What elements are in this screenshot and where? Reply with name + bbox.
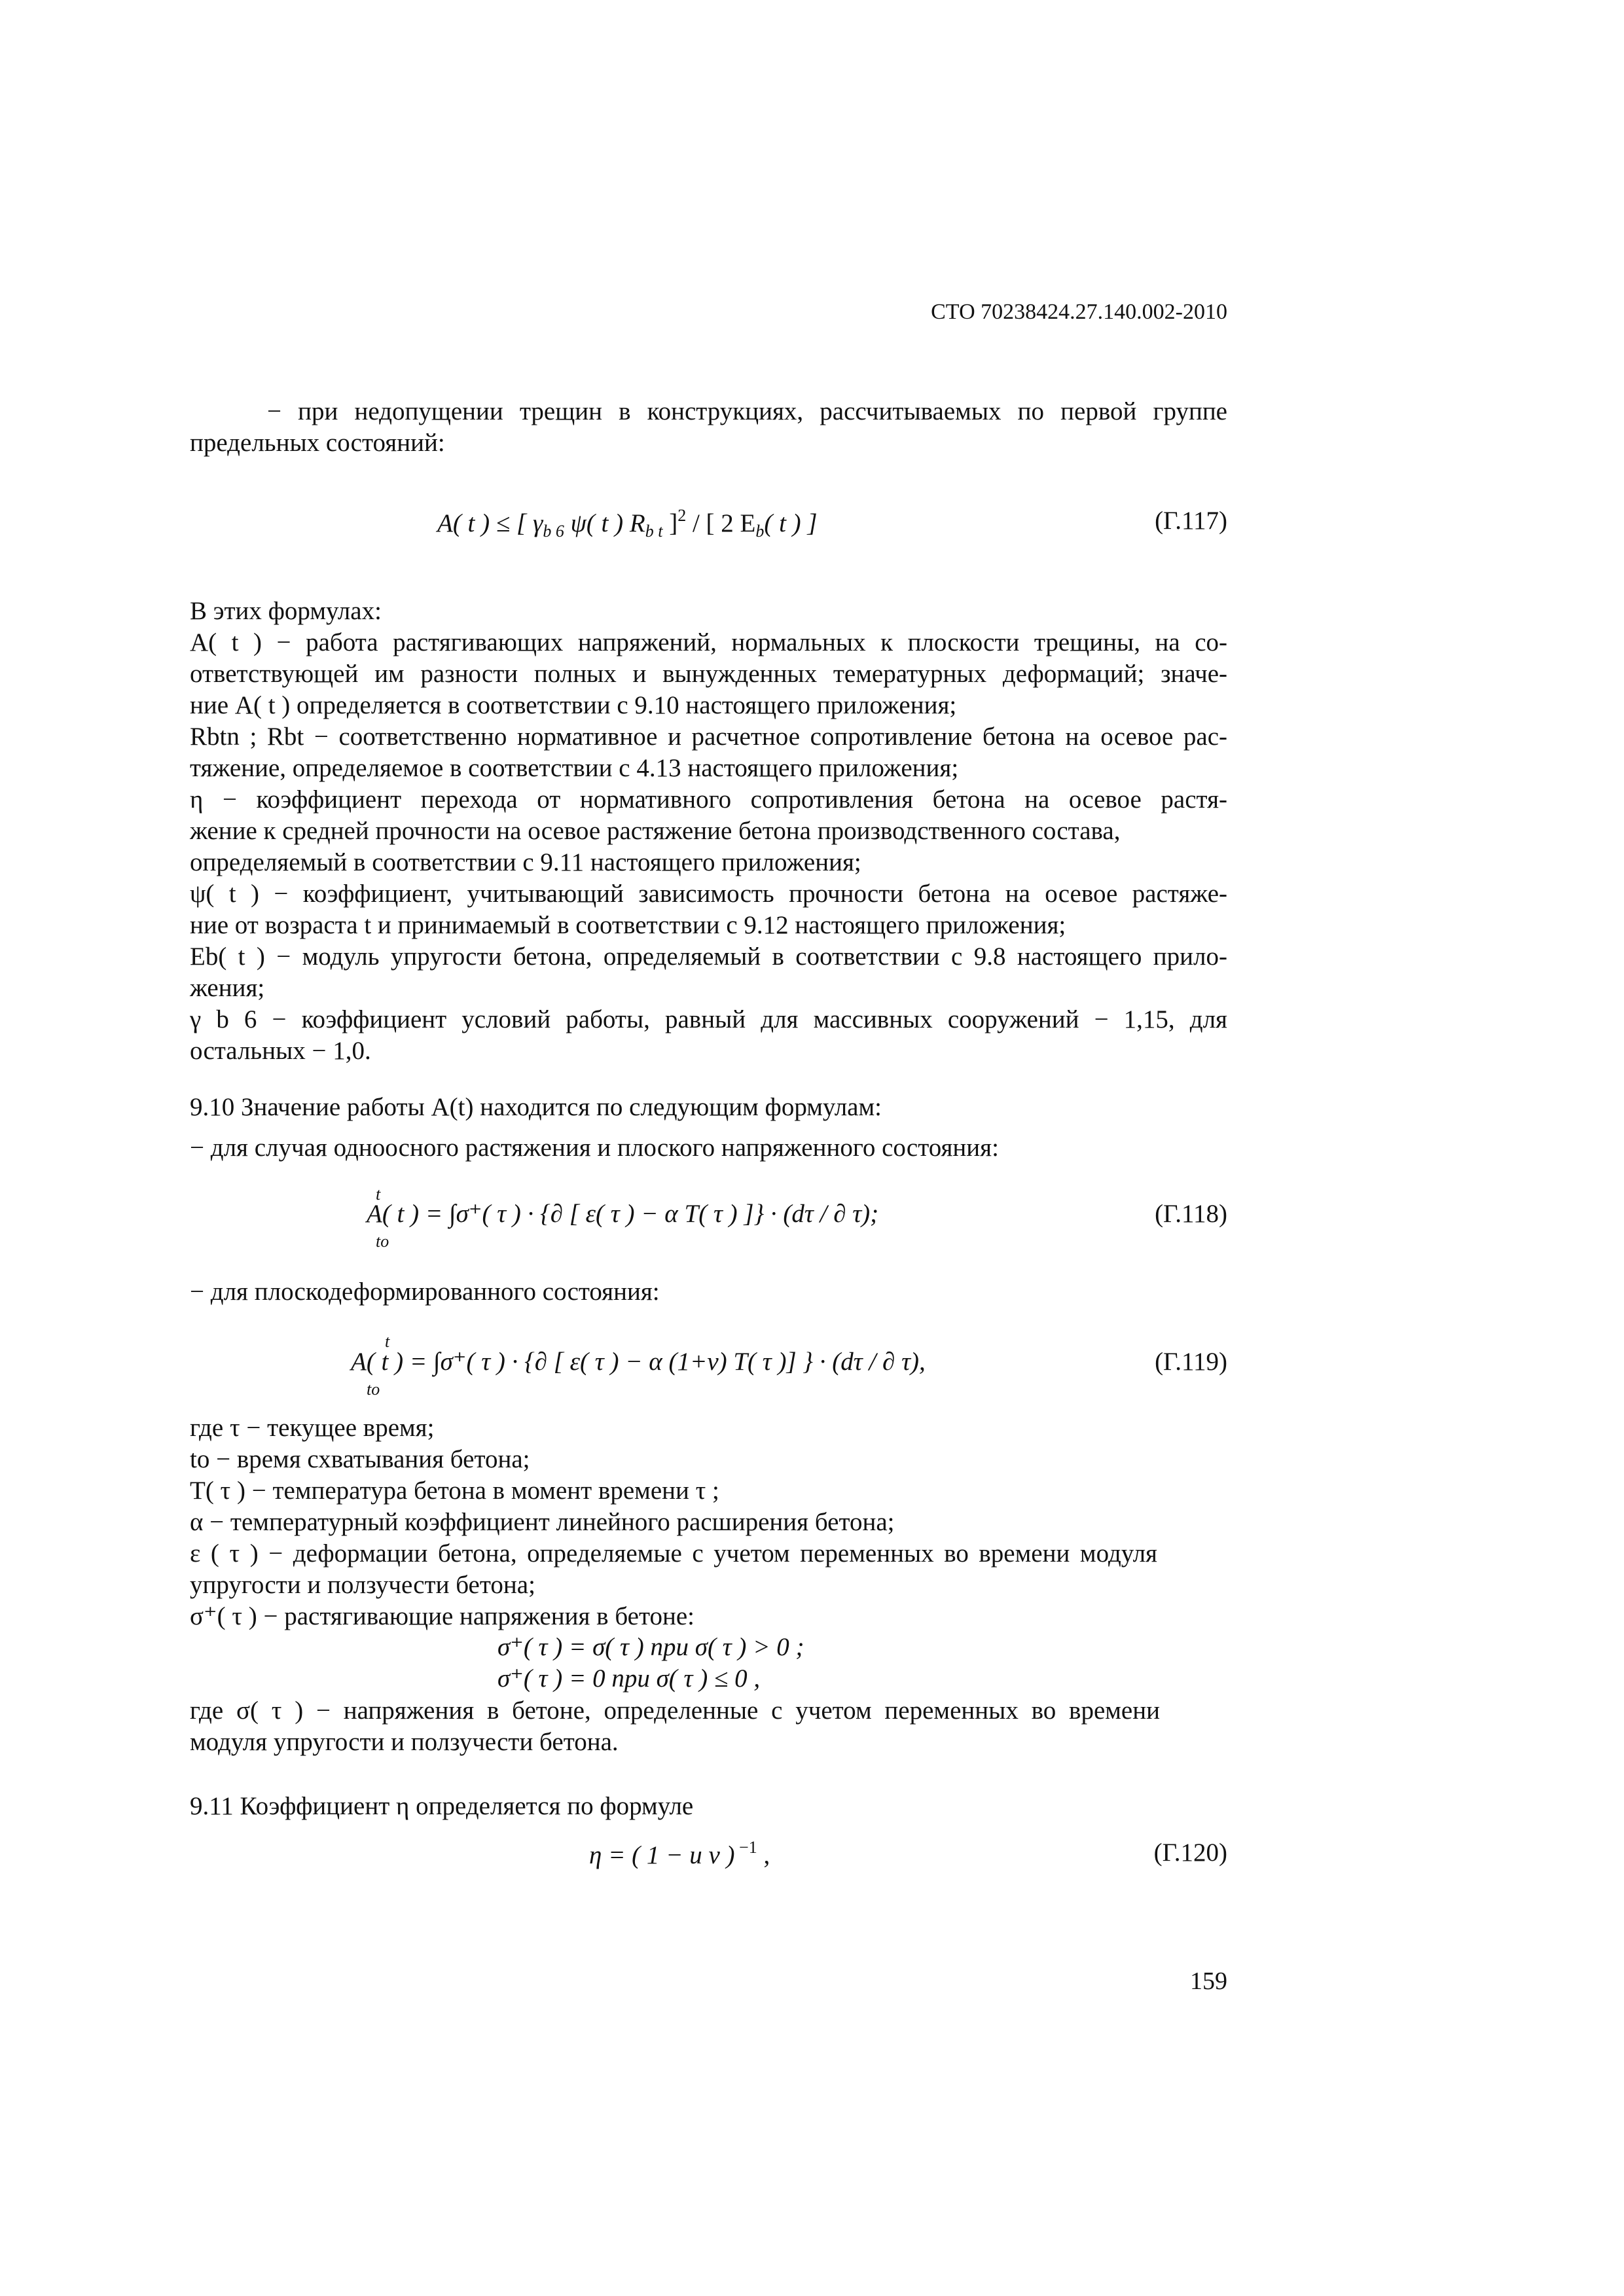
integral-upper-limit-119: t — [385, 1332, 390, 1351]
formula-117: A( t ) ≤ [ $\gamma_{b 6}$ ψ( t ) $R_{b t}$ ]$^2$ / [ 2 $E_b$( t ) ] — [437, 506, 818, 541]
def-psi-line-2: ние от возраста t и принимаемый в соответствии с 9.12 настоящего приложения; — [190, 911, 1066, 939]
section-9-10: 9.10 Значение работы A(t) находится по следующим формулам: — [190, 1093, 882, 1121]
where-sigma-line-1: где σ( τ ) − напряжения в бетоне, определенные с учетом переменных во времени — [190, 1696, 1160, 1725]
def-R-line-2: тяжение, определяемое в соответствии с 4.13 настоящего приложения; — [190, 754, 959, 782]
document-header: СТО 70238424.27.140.002-2010 — [931, 300, 1227, 324]
sigma-case-positive: σ⁺( τ ) = σ( τ ) при σ( τ ) > 0 ; — [497, 1633, 804, 1661]
def-gamma-line-2: остальных − 1,0. — [190, 1037, 371, 1065]
integral-upper-limit-118: t — [376, 1185, 381, 1204]
formula-119: A( t ) = ∫σ⁺( τ ) · {∂ [ ε( τ ) − α (1+ν) T( τ )] } · (dτ / ∂ τ), — [351, 1348, 926, 1376]
where-epsilon-line-2: упругости и ползучести бетона; — [190, 1571, 535, 1599]
where-tau: где τ − текущее время; — [190, 1414, 435, 1442]
case-uniaxial: − для случая одноосного растяжения и плоского напряженного состояния: — [190, 1134, 999, 1162]
equation-number-118: (Г.118) — [1155, 1200, 1227, 1228]
where-to: to − время схватывания бетона; — [190, 1445, 530, 1473]
equation-number-119: (Г.119) — [1155, 1348, 1227, 1376]
where-T: T( τ ) − температура бетона в момент времени τ ; — [190, 1477, 719, 1505]
integral-lower-limit-119: to — [367, 1380, 380, 1399]
equation-number-120: (Г.120) — [1153, 1839, 1227, 1867]
formula-120: η = ( 1 − u ν ) $^{-1}$ , — [589, 1838, 770, 1869]
where-epsilon-line-1: ε ( τ ) − деформации бетона, определяемые с учетом переменных во времени модуля — [190, 1539, 1157, 1568]
case-plane-strain: − для плоскодеформированного состояния: — [190, 1278, 660, 1306]
integral-lower-limit-118: to — [376, 1232, 389, 1251]
intro-line-2: предельных состояний: — [190, 429, 445, 457]
sigma-case-nonpositive: σ⁺( τ ) = 0 при σ( τ ) ≤ 0 , — [497, 1664, 761, 1693]
def-A-line-2: ответствующей им разности полных и вынужденных темературных деформаций; значе- — [190, 660, 1227, 688]
def-E-line-2: жения; — [190, 974, 265, 1002]
def-R-line-1: Rbtn ; Rbt − соответственно нормативное и расчетное сопротивление бетона на осевое рас- — [190, 723, 1227, 751]
where-alpha: α − температурный коэффициент линейного расширения бетона; — [190, 1508, 895, 1536]
def-A-line-3: ние A( t ) определяется в соответствии с 9.10 настоящего приложения; — [190, 691, 957, 719]
def-eta-line-1: η − коэффициент перехода от нормативного сопротивления бетона на осевое растя- — [190, 785, 1227, 814]
intro-line-1: − при недопущении трещин в конструкциях, рассчитываемых по первой группе — [267, 397, 1227, 425]
def-A-line-1: A( t ) − работа растягивающих напряжений, нормальных к плоскости трещины, на со- — [190, 628, 1227, 656]
def-gamma-line-1: γ b 6 − коэффициент условий работы, равный для массивных сооружений − 1,15, для — [190, 1005, 1227, 1033]
in-formulas-heading: В этих формулах: — [190, 597, 382, 625]
def-E-line-1: Eb( t ) − модуль упругости бетона, определяемый в соответствии с 9.8 настоящего прило- — [190, 942, 1227, 971]
def-eta-line-2: жение к средней прочности на осевое растяжение бетона производственного состава, — [190, 817, 1121, 845]
page-number: 159 — [1190, 1967, 1227, 1995]
def-eta-line-3: определяемый в соответствии с 9.11 настоящего приложения; — [190, 848, 861, 876]
def-psi-line-1: ψ( t ) − коэффициент, учитывающий зависимость прочности бетона на осевое растяже- — [190, 880, 1227, 908]
equation-number-117: (Г.117) — [1155, 507, 1227, 535]
formula-118: A( t ) = ∫σ⁺( τ ) · {∂ [ ε( τ ) − α T( τ ) ]} · (dτ / ∂ τ); — [367, 1200, 879, 1228]
section-9-11: 9.11 Коэффициент η определяется по формуле — [190, 1792, 694, 1820]
where-sigma-line-2: модуля упругости и ползучести бетона. — [190, 1728, 619, 1756]
where-sigma-plus: σ⁺( τ ) − растягивающие напряжения в бетоне: — [190, 1602, 695, 1630]
